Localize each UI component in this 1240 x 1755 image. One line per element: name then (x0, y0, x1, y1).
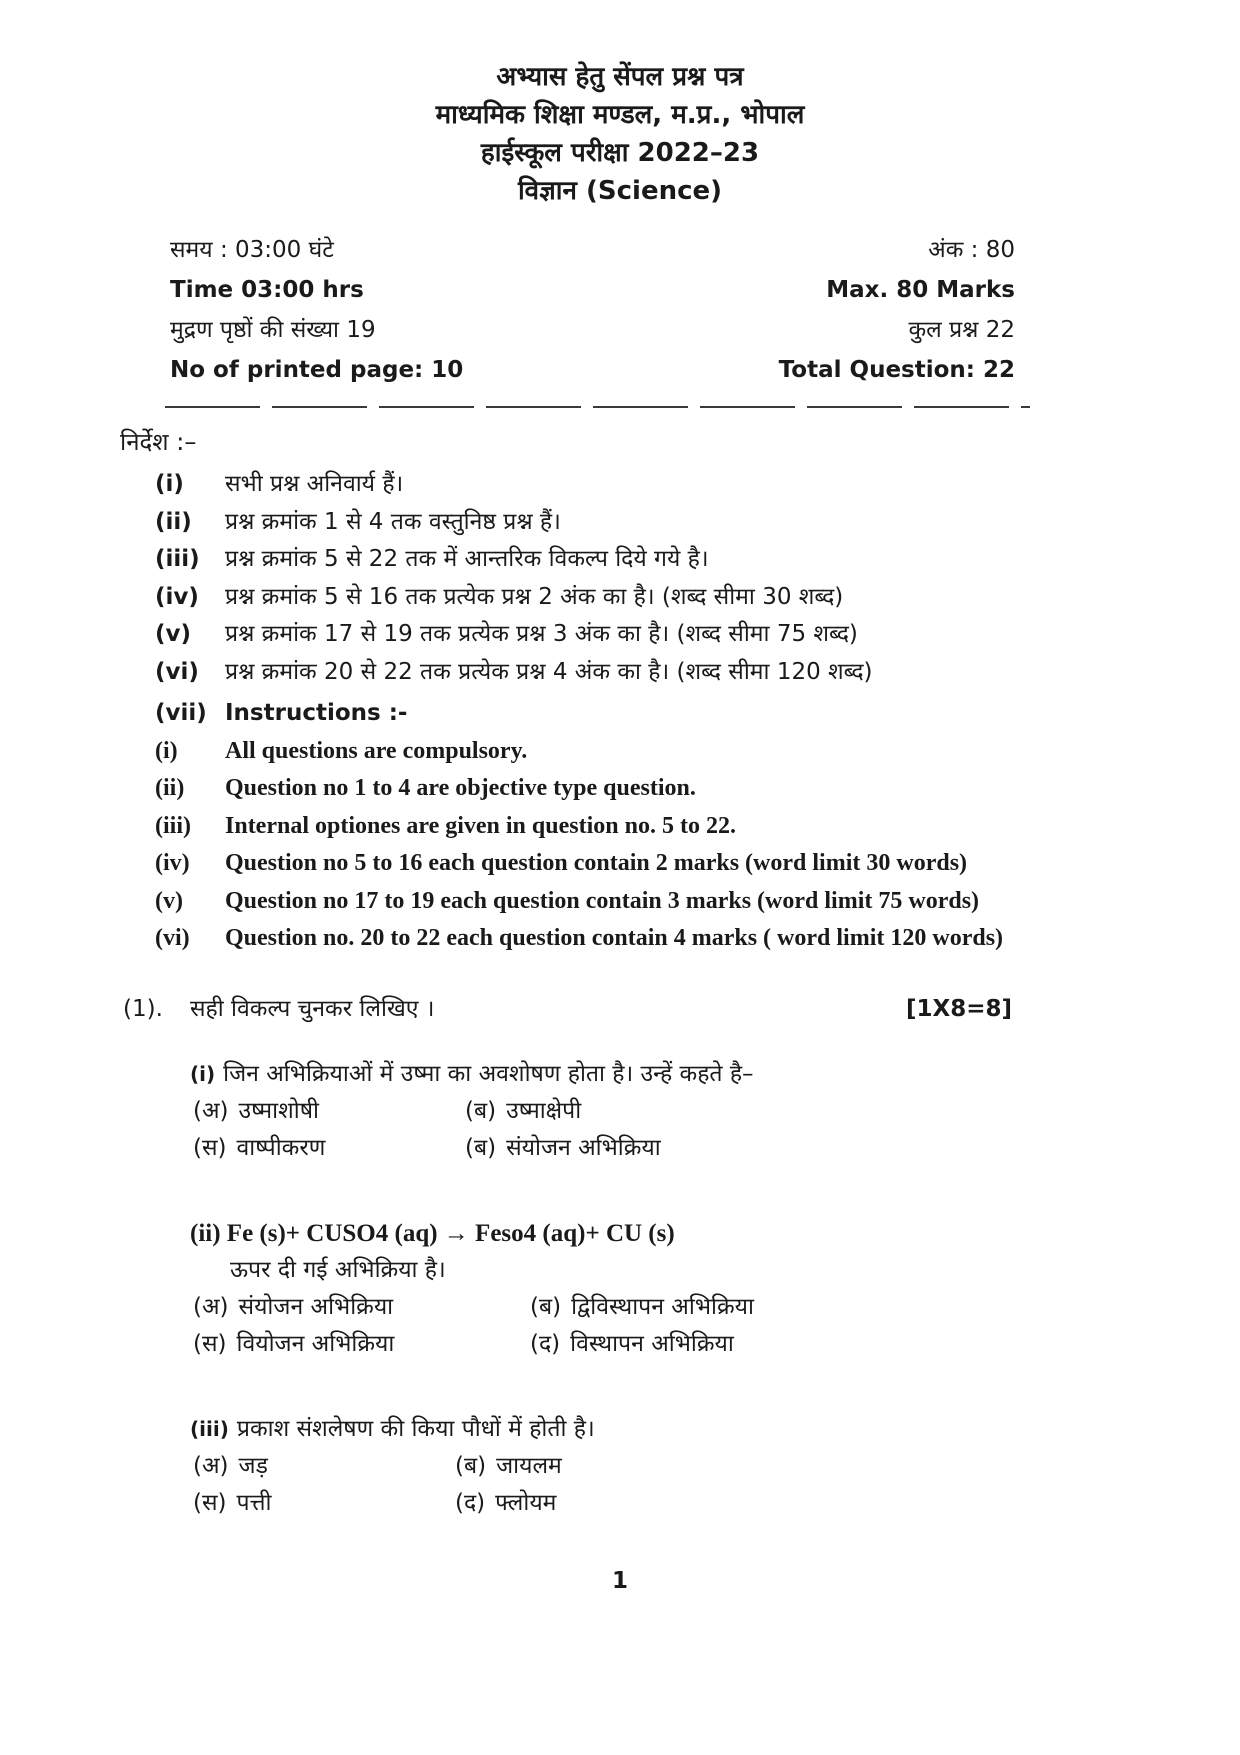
instruction-item (155, 616, 1240, 654)
option-d (455, 1485, 556, 1522)
instruction-label: (i) (155, 471, 184, 497)
time-label-english: Time 03:00 hrs (170, 277, 364, 303)
instruction-item (155, 579, 1240, 617)
option-text: वाष्पीकरण (236, 1134, 326, 1161)
subquestion-stem (190, 1056, 1240, 1093)
option-a (193, 1289, 530, 1326)
instruction-item (155, 733, 1240, 771)
option-b (455, 1448, 562, 1485)
instruction-item (155, 808, 1240, 846)
subquestion-stem (190, 1411, 1240, 1448)
question-1-stem (123, 990, 1240, 1028)
subquestion-i (190, 1056, 1240, 1167)
option-key: (अ) (193, 1097, 229, 1124)
option-key: (ब) (465, 1097, 497, 1124)
option-b (530, 1289, 754, 1326)
option-text: द्विविस्थापन अभिक्रिया (571, 1293, 754, 1320)
instruction-label: (vii) (155, 700, 207, 726)
option-a (193, 1093, 465, 1130)
instruction-item (155, 695, 1240, 733)
instruction-text: Question no 1 to 4 are objective type question. (225, 775, 696, 801)
option-key: (ब) (465, 1134, 497, 1161)
option-text: संयोजन अभिक्रिया (506, 1134, 661, 1161)
option-text: फ्लोयम (495, 1489, 557, 1516)
question-marks: [1X8=8] (905, 995, 1012, 1022)
meta-row-time-en (170, 270, 1015, 310)
instruction-text: Question no 17 to 19 each question contain 3 marks (word limit 75 words) (225, 887, 980, 914)
meta-row-time-hi (170, 230, 1015, 270)
instruction-label: (iii) (155, 812, 191, 839)
instruction-text: प्रश्न क्रमांक 5 से 16 तक प्रत्येक प्रश्न 2 अंक का है। (शब्द सीमा 30 शब्द) (225, 583, 844, 610)
pages-label-english: No of printed page: 10 (170, 357, 464, 383)
instructions-heading: निर्देश :– (120, 428, 197, 456)
instruction-item (155, 504, 1240, 542)
option-key: (अ) (193, 1452, 229, 1479)
instruction-text: Question no. 20 to 22 each question contain 4 marks ( word limit 120 words) (225, 925, 1004, 951)
option-text: जायलम (496, 1452, 562, 1479)
subquestion-iii (190, 1411, 1240, 1522)
page-number: 1 (611, 1567, 628, 1594)
instruction-label: (ii) (155, 508, 192, 535)
option-row (193, 1093, 1240, 1130)
question-number: (1). (123, 995, 163, 1022)
paper-header (0, 0, 1240, 210)
option-key: (अ) (193, 1293, 229, 1320)
option-key: (ब) (455, 1452, 487, 1479)
option-row (193, 1448, 1240, 1485)
option-row (193, 1326, 1240, 1363)
marks-label-english: Max. 80 Marks (826, 277, 1015, 303)
instruction-label: (iii) (155, 546, 200, 572)
total-questions-hindi: कुल प्रश्न 22 (908, 317, 1015, 343)
subquestion-ii (190, 1215, 1240, 1363)
option-d (530, 1326, 734, 1363)
option-text: संयोजन अभिक्रिया (238, 1293, 394, 1320)
option-c (193, 1485, 455, 1522)
meta-section (170, 230, 1015, 390)
question-1-section (0, 990, 1240, 1522)
option-row (193, 1485, 1240, 1522)
instruction-item (155, 920, 1240, 958)
instruction-text: All questions are compulsory. (225, 737, 528, 764)
instruction-item (155, 883, 1240, 921)
marks-label-hindi: अंक : 80 (928, 237, 1015, 263)
option-b (465, 1093, 581, 1130)
instruction-text: Internal optiones are given in question no. 5 to 22. (225, 812, 736, 839)
subquestion-text: प्रकाश संशलेषण की किया पौधों में होती है। (236, 1415, 595, 1442)
option-text: विस्थापन अभिक्रिया (570, 1330, 734, 1357)
instruction-item (155, 845, 1240, 883)
question-text: सही विकल्प चुनकर लिखिए । (190, 995, 435, 1022)
instructions-section (0, 422, 1240, 958)
option-key: (द) (455, 1489, 486, 1516)
instruction-item (155, 654, 1240, 692)
meta-row-pages-hi (170, 310, 1015, 350)
instruction-text: प्रश्न क्रमांक 1 से 4 तक वस्तुनिष्ठ प्रश्न हैं। (225, 508, 561, 535)
subquestion-text: ऊपर दी गई अभिक्रिया है। (230, 1256, 446, 1283)
instruction-text: सभी प्रश्न अनिवार्य हैं। (225, 471, 404, 497)
instruction-text: प्रश्न क्रमांक 20 से 22 तक प्रत्येक प्रश्न 4 अंक का है। (शब्द सीमा 120 शब्द) (225, 658, 873, 685)
divider-line (165, 406, 1030, 408)
option-text: उष्माक्षेपी (506, 1097, 582, 1124)
option-c (193, 1326, 530, 1363)
option-d (465, 1130, 661, 1167)
option-c (193, 1130, 465, 1167)
option-key: (ब) (530, 1293, 562, 1320)
option-row (193, 1130, 1240, 1167)
instruction-text: प्रश्न क्रमांक 17 से 19 तक प्रत्येक प्रश्न 3 अंक का है। (शब्द सीमा 75 शब्द) (225, 621, 858, 647)
header-board-name: माध्यमिक शिक्षा मण्डल, म.प्र., भोपाल (435, 100, 805, 130)
total-questions-english: Total Question: 22 (778, 357, 1015, 383)
instruction-item (155, 770, 1240, 808)
instructions-list (0, 466, 1240, 958)
time-label-hindi: समय : 03:00 घंटे (170, 237, 334, 263)
instruction-item (155, 466, 1240, 504)
instruction-item (155, 541, 1240, 579)
header-subject: विज्ञान (Science) (517, 176, 723, 206)
option-row (193, 1289, 1240, 1326)
option-key: (स) (193, 1330, 227, 1357)
instruction-label: (iv) (155, 583, 199, 610)
subquestion-text: जिन अभिक्रियाओं में उष्मा का अवशोषण होता है। उन्हें कहते है– (223, 1060, 754, 1087)
instruction-label: (vi) (155, 925, 190, 951)
instruction-label: (i) (155, 737, 178, 764)
option-text: वियोजन अभिक्रिया (236, 1330, 395, 1357)
instruction-label: (ii) (155, 775, 185, 801)
option-key: (द) (530, 1330, 561, 1357)
subquestion-label: (iii) (190, 1416, 229, 1441)
option-key: (स) (193, 1489, 227, 1516)
option-text: पत्ती (236, 1489, 272, 1516)
option-a (193, 1448, 455, 1485)
header-title-line1: अभ्यास हेतु सेंपल प्रश्न पत्र (496, 62, 744, 92)
instruction-label: (v) (155, 887, 183, 914)
chemical-equation: (ii) Fe (s)+ CUSO4 (aq) → Feso4 (aq)+ CU (s) (190, 1219, 675, 1247)
instruction-text: Instructions :- (225, 700, 408, 726)
instruction-text: Question no 5 to 16 each question contain 2 marks (word limit 30 words) (225, 850, 968, 876)
instruction-label: (v) (155, 621, 192, 647)
option-text: जड़ (238, 1452, 268, 1479)
instruction-label: (vi) (155, 658, 199, 685)
option-key: (स) (193, 1134, 227, 1161)
meta-row-pages-en (170, 350, 1015, 390)
header-exam-year: हाईस्कूल परीक्षा 2022–23 (480, 138, 760, 168)
instruction-label: (iv) (155, 850, 190, 876)
pages-label-hindi: मुद्रण पृष्ठों की संख्या 19 (170, 317, 376, 343)
instruction-text: प्रश्न क्रमांक 5 से 22 तक में आन्तरिक विकल्प दिये गये है। (225, 546, 709, 572)
subquestion-label: (i) (190, 1061, 216, 1086)
option-text: उष्माशोषी (238, 1097, 319, 1124)
